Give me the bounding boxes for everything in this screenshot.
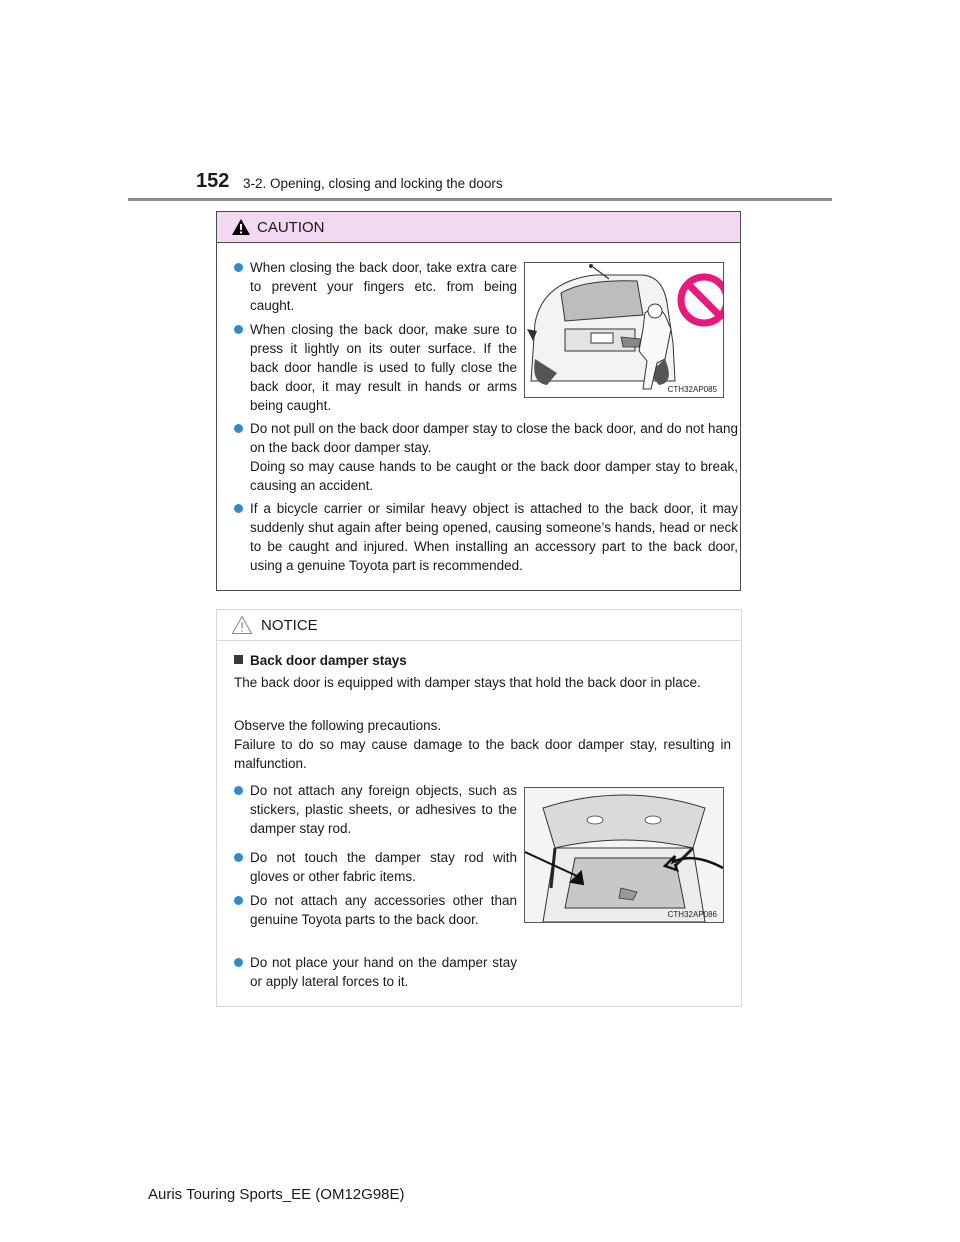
notice-precautions: Observe the following precautions. Failure to do so may cause damage to the back door damper stay, resulting in malfunction.	[234, 718, 731, 771]
bullet-dot-icon	[234, 853, 243, 862]
figure-code: CTH32AP085	[667, 385, 717, 394]
bullet-dot-icon	[234, 786, 243, 795]
square-bullet-icon	[234, 655, 243, 664]
caution-bullet-4: If a bicycle carrier or similar heavy object is attached to the back door, it may suddenly shut again after being opened, causing someone’s hands, head or neck to be caught and injured. When installing an accessory part to the back door, using a genuine Toyota part is recommended.	[232, 499, 738, 575]
caution-bullet-1: When closing the back door, take extra care to prevent your fingers etc. from being caught.	[232, 258, 517, 315]
bullet-dot-icon	[234, 325, 243, 334]
warning-triangle-outline-icon	[231, 615, 253, 635]
page-number: 152	[196, 170, 230, 192]
footer-model-label: Auris Touring Sports_EE (OM12G98E)	[148, 1186, 405, 1203]
bullet-dot-icon	[234, 424, 243, 433]
caution-title: CAUTION	[257, 218, 325, 236]
notice-header	[217, 610, 741, 641]
bullet-dot-icon	[234, 263, 243, 272]
notice-title: NOTICE	[261, 616, 318, 634]
prohibited-icon	[675, 271, 724, 329]
notice-bullet-3: Do not attach any accessories other than genuine Toyota parts to the back door.	[232, 891, 517, 929]
caution-header	[217, 212, 740, 243]
header-rule	[128, 198, 832, 201]
notice-intro: The back door is equipped with damper stays that hold the back door in place.	[234, 675, 701, 690]
notice-bullet-2: Do not touch the damper stay rod with gloves or other fabric items.	[232, 848, 517, 886]
notice-heading: Back door damper stays	[232, 651, 738, 670]
caution-bullet-3: Do not pull on the back door damper stay to close the back door, and do not hang on the back door damper stay. Doing so may cause hands to be caught or the back door damper stay to break, causing an accident.	[232, 419, 738, 495]
bullet-dot-icon	[234, 504, 243, 513]
bullet-dot-icon	[234, 958, 243, 967]
section-title: 3-2. Opening, closing and locking the doors	[243, 176, 503, 191]
notice-bullet-1: Do not attach any foreign objects, such as stickers, plastic sheets, or adhesives to the damper stay rod.	[232, 781, 517, 838]
bullet-dot-icon	[234, 896, 243, 905]
notice-bullet-4: Do not place your hand on the damper stay or apply lateral forces to it.	[232, 953, 517, 991]
warning-triangle-icon	[231, 218, 251, 236]
damper-stay-figure	[524, 787, 724, 923]
figure-code: CTH32AP086	[667, 910, 717, 919]
open-back-door-illustration	[525, 788, 723, 922]
back-door-closing-figure	[524, 262, 724, 398]
caution-bullet-2: When closing the back door, make sure to press it lightly on its outer surface. If the back door handle is used to fully close the back door, it may result in hands or arms being caught.	[232, 320, 517, 415]
